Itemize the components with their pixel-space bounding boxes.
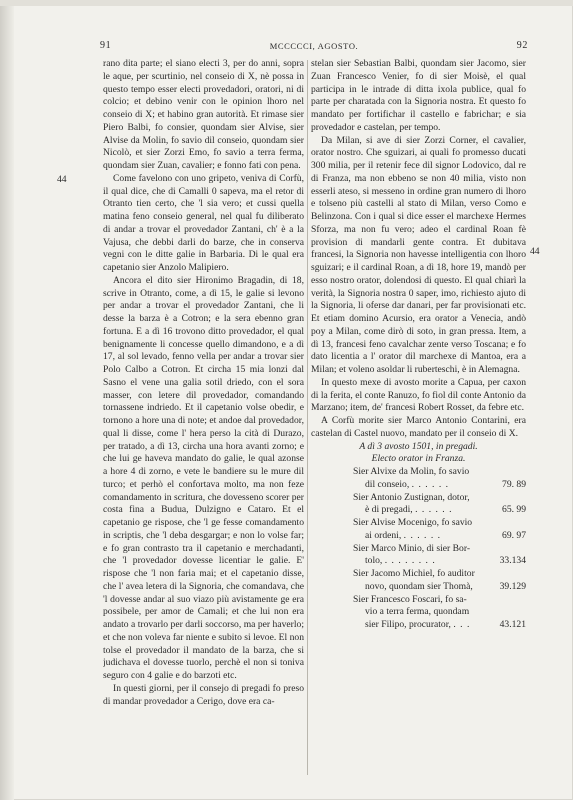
candidate-entry <box>353 517 526 543</box>
candidate-entry <box>353 543 526 569</box>
running-title: MCCCCCI, AGOSTO. <box>269 41 359 51</box>
candidate-detail: vio a terra ferma, quondam <box>365 606 470 618</box>
candidate-entry <box>353 492 526 518</box>
vote-count: 39.129 <box>499 580 526 592</box>
candidate-detail: dil conseio, . . . . . . <box>365 478 450 490</box>
vote-count: 33.134 <box>499 555 526 567</box>
paragraph: In questi giorni, per il consejo di pregadi fo preso di mandar provedador a Cerigo, dove era ca- <box>103 682 304 707</box>
vote-count: 69. 97 <box>502 529 526 541</box>
vote-count: 43.121 <box>499 619 526 630</box>
page-number-right: 92 <box>516 40 528 51</box>
election-title: Electo orator in Franza. <box>371 453 466 465</box>
paragraph: A Corfù morite sier Marco Antonio Contarini, era castelan di Castel nuovo, mandato per il conseio di X. <box>311 415 526 439</box>
paragraph: Da Milan, si ave di sier Zorzi Corner, el cavalier, orator nostro. Che sguizari, ai quali fo promesso ducati 300 milia, per il retenir fece dil signor Lodovico, dal re di Franza, ma non ebbeno se non 40 milia, visto non esserli ateso, si messeno in ordine gran numero di lhoro e tolseno più castelli al stato di Milan, verso Como e Belinzona. Con i qual si dice esser el marchexe Hermes Sforza, ma non fu vero; adeo el cardinal Roan fè provision di mandarli gente contra. Et dubitava francesi, la Signoria non havesse intelligentia con lhoro sguizari; e il cardinal Roan, a dì 18, hore 19, mandò per esso nostro orator, dolendosi di questo. El qual chiarì la verità, la Signoria nostra 0 saper, imo, richiesto ajuto di la Signoria, li oferse dar danari, per far provisionati etc. Et etiam domino Acursio, era orator a Venecia, andò poy a Milan, come dirò di soto, in gran pressa. Item, a dì 13, francesi feno cavalchar zente verso Toscana; e fo dato licentia a l' orator dil marchexe di Mantoa, era a Milan; et voleno asoldar li ruberteschi, è in Alemagna. <box>311 134 526 375</box>
page-binding-edge <box>0 0 14 800</box>
candidate-detail: novo, quondam sier Thomà, <box>365 580 473 592</box>
page-top-edge <box>0 0 573 6</box>
candidate-detail: è di pregadi, . . . . . . <box>365 504 453 516</box>
margin-number-left: 44 <box>57 174 67 185</box>
candidate-name: Sier Alvixe da Molin, fo savio <box>353 466 470 477</box>
candidate-name: Sier Francesco Foscari, fo sa- <box>353 593 467 605</box>
candidate-name: Sier Marco Minio, di sier Bor- <box>353 542 471 554</box>
paragraph: Come favelono con uno gripeto, veniva di Corfù, il qual dice, che di Camalli 0 sapeva, ma el retor di Otranto tien certo, che 'l sia vero; et cussi quella matina feno conseio general, nel qual fu diliberato di andar a trovar el provedador Zantani, ch' è a la Vajusa, che debbi darli do barze, che in conserva vegni con le ditte galie in Barbaria. Di le qual era capetanio sier Anzolo Malipiero. <box>103 172 304 273</box>
candidate-detail: tolo, . . . . . . . . <box>365 555 436 567</box>
candidate-name: Sier Alvise Mocenigo, fo savio <box>353 517 473 528</box>
candidate-detail: sier Filipo, procurator, . . . <box>365 619 471 630</box>
column-divider <box>307 60 308 775</box>
candidate-name: Sier Antonio Zustignan, dotor, <box>353 491 470 503</box>
vote-count: 65. 99 <box>502 504 526 516</box>
candidate-entry <box>353 594 526 632</box>
candidate-entry <box>353 466 526 492</box>
page-number-left: 91 <box>100 40 112 51</box>
candidate-entry <box>353 568 526 594</box>
margin-number-right: 44 <box>530 246 540 257</box>
paragraph: In questo mexe di avosto morite a Capua, per caxon di la ferita, el conte Ranuzo, fo fiol dil conte Antonio da Marzano; item, de' francesi Robert Rosset, da febre etc. <box>311 376 526 414</box>
candidate-detail: ai ordeni, . . . . . . <box>365 529 442 541</box>
running-header <box>100 40 528 54</box>
date-heading: A dì 3 avosto 1501, in pregadi. <box>359 440 478 452</box>
paragraph: Ancora el dito sier Hironimo Bragadin, di 18, scrive in Otranto, come, a dì 15, le galie si levono per andar a trovar el provedador Zantani, che li desse la barza è a Cotron; e la sera ebenno gran fortuna. E a dì 16 trovono ditto provedador, el qual benignamente li concesse quello dimandono, e a dì 17, al sol levado, fenno vella per andar a trovar sier Polo Calbo a Cotron. Et circha 15 mia lonzi dal Sasno el vene una galia sotil driedo, con el sora masser, con letere dil provedador, comandando tornassene indriedo. Et il capetanio volse obedir, e tornono a hore una di note; et andoe dal provedador, qual li disse, come l' hera perso la cità di Durazo, per tratado, a dì 13, circha una hora avanti zorno; e che lui ge haveva mandato do galie, le qual azonse a hore 4 di zorno, e vete le bandiere su le mure dil turco; et perhò el confortava molto, ma non feze comandamento in scritura, che dovesseno scorer per costa fina a Budua, Dulzigno e Cataro. Et el capetanio ge rispose, che 'l ge fesse comandamento in scriptis, che 'l deba desgargar; e non lo volse far; e fo gran contrasto tra il capetanio e merchadanti, che 'l provedador dovesse licentiar le galie. E' rispose che 'l non faria mai; et el capetanio disse, che l' avea letera di la Signoria, che comandava, che 'l dovesse andar al suo viazo più avistamente ge era possibele, per amor de Camali; et che lui non era andato a trovarlo per darli soccorso, ma per haverlo; et che non voleva far niente e subito si levoe. El non tolse el provedador il mandato de la barza, che si judichava el dovesse tuorlo, perchè el non si toniva seguro con 4 galie e do barzoti etc. <box>103 274 304 681</box>
candidate-name: Sier Jacomo Michiel, fo auditor <box>353 568 475 579</box>
paragraph: stelan sier Sebastian Balbi, quondam sier Jacomo, sier Zuan Francesco Venier, fo di sier Moisè, el qual participa in le intrade di ditta ixola publice, qual fo parte per charatada con la Signoria nostra. Et questo fo mandato per fortifichar il castello e fabrichar; e sia provedador e castelan, per tempo. <box>311 58 526 133</box>
paragraph: rano dita parte; el siano electi 3, per do anni, sopra le aque, per scurtinio, nel conseio di X, nè possa in questo tempo esser electi provedadori, oratori, ni di colcio; et debino venir con le opinion lhoro nel conseio di X; et habino gran autorità. Et rimase sier Piero Balbi, fo consier, quondam sier Alvise, sier Alvise da Molin, fo savio dil conseio, quondam sier Nicolò, et sier Zorzi Emo, fo savio a terra ferma, quondam sier Zuan, cavalier; e fonno fati con pena. <box>103 58 304 171</box>
vote-count: 79. 89 <box>502 478 526 490</box>
left-column <box>103 58 304 780</box>
right-column <box>311 58 526 780</box>
